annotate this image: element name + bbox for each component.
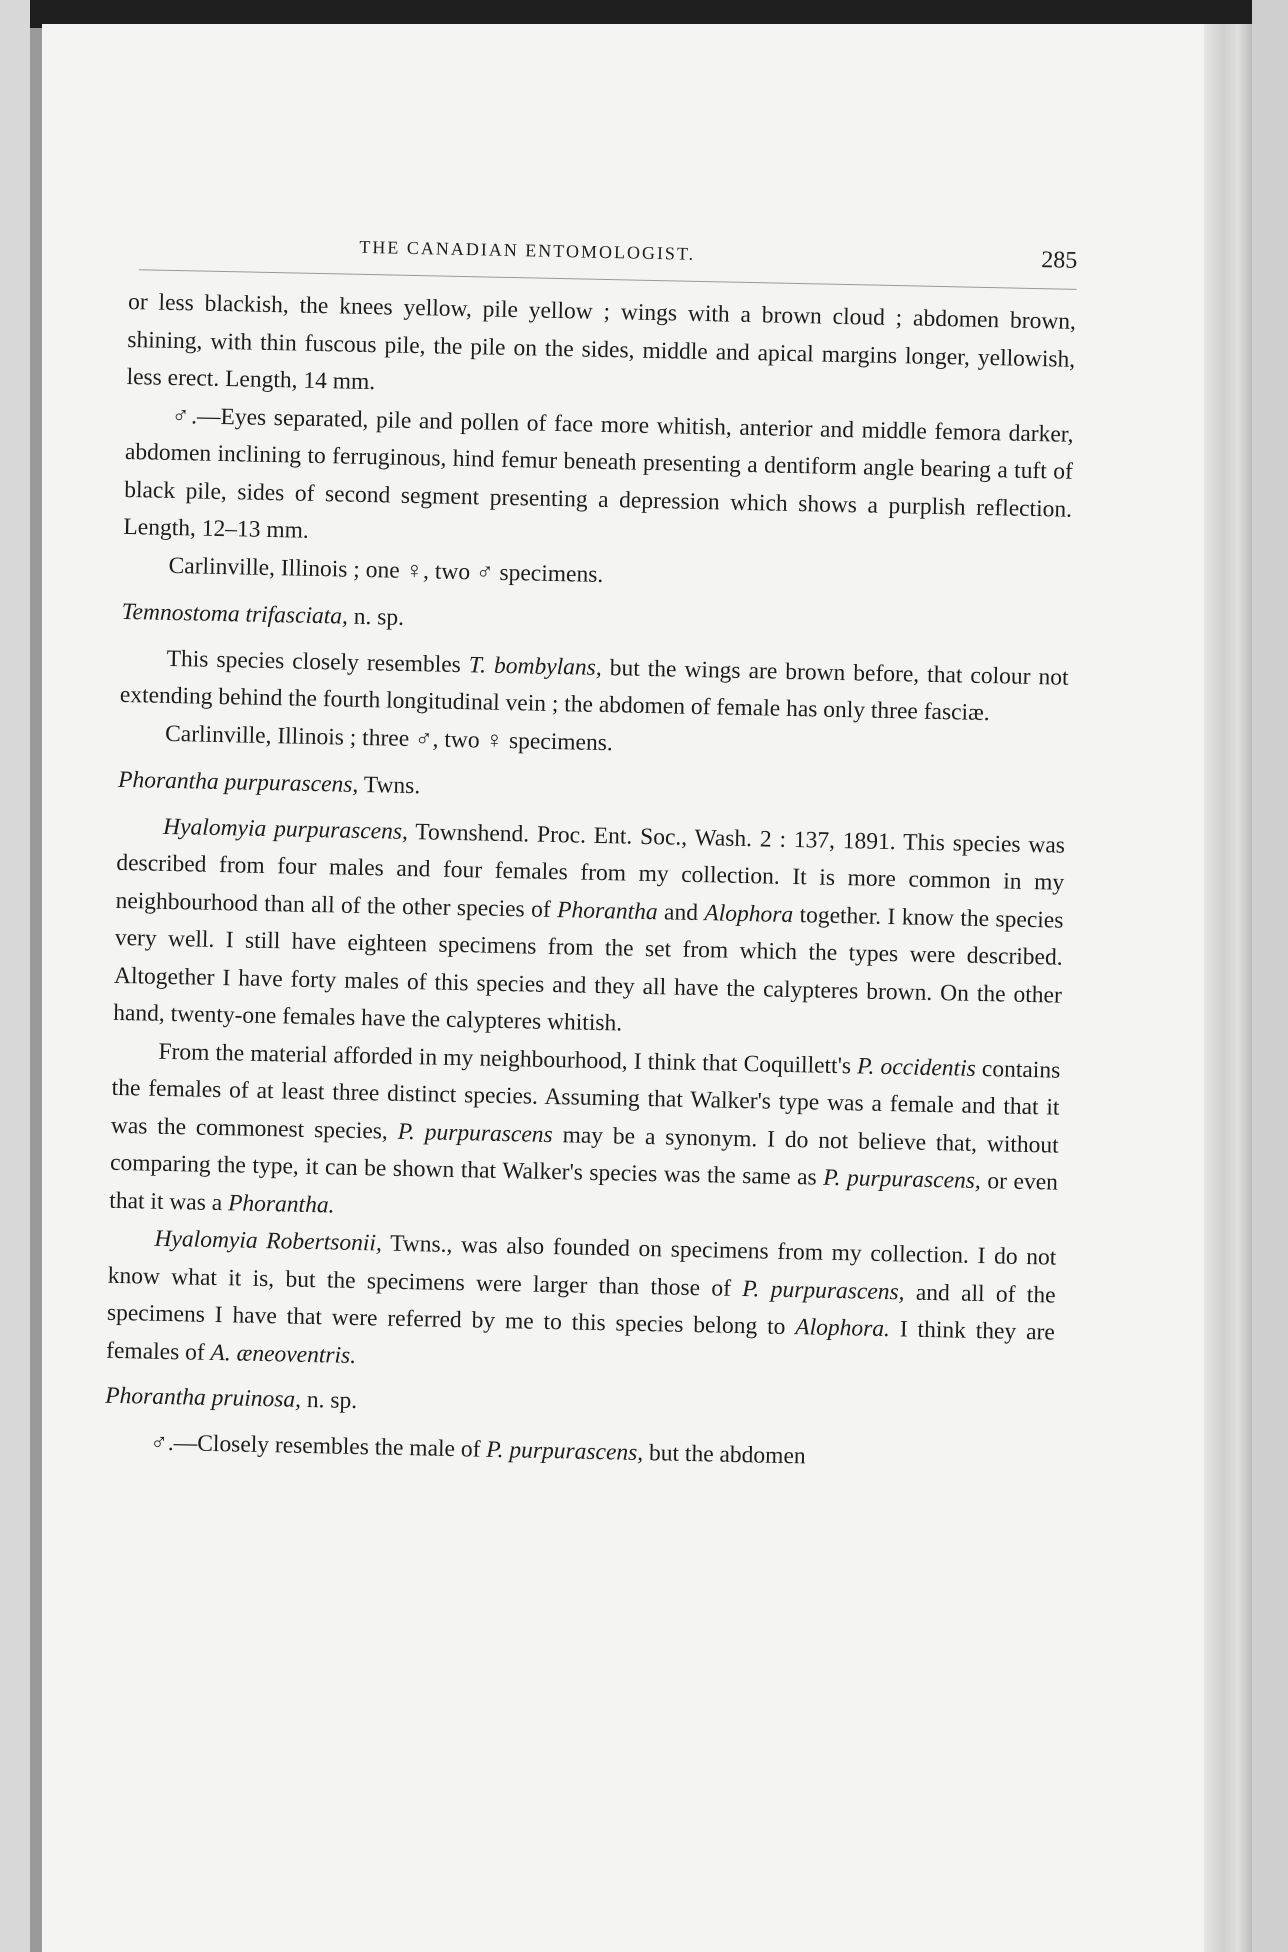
species-heading-temnostoma: Temnostoma trifasciata, n. sp. xyxy=(121,598,405,631)
running-head xyxy=(129,214,1078,290)
species-name: Temnostoma trifasciata, xyxy=(121,598,349,630)
paragraph-pruinosa: ♂.—Closely resembles the male of P. purpurascens, but the abdomen xyxy=(150,1429,806,1469)
paragraph-material: From the material afforded in my neighbourhood, I think that Coquillett's P. occidentis contains the females of at least three distinct species. Assuming that Walker's type was a female and that it was the commonest species, P. purpurascens may be a synonym. I do not believe that, without comparing the type, it can be shown that Walker's species was the same as P. purpurascens, or even that it was a Phorantha. xyxy=(109,1038,1061,1218)
paragraph-temnostoma: This species closely resembles T. bombylans, but the wings are brown before, that colour not extending behind the fourth longitudinal vein ; the abdomen of female has only three fasciæ. xyxy=(119,645,1069,727)
paragraph-continued-description: or less blackish, the knees yellow, pile yellow ; wings with a brown cloud ; abdomen brown, shining, with thin fuscous pile, the pile on the sides, middle and apical margins longer, yellowish, less erect. Length, 14 mm. xyxy=(126,288,1077,396)
page-number: 285 xyxy=(1040,247,1078,274)
paragraph-male-description: ♂.—Eyes separated, pile and pollen of face more whitish, anterior and middle femora darker, abdomen inclining to ferruginous, hind femur beneath presenting a dentiform angle bearing a tuft of black pile, sides of second segment presenting a depression which shows a purplish reflection. Length, 12–13 mm. xyxy=(123,402,1074,544)
paragraph-robertsonii: Hyalomyia Robertsonii, Twns., was also founded on specimens from my collection. I do not know what it is, but the specimens were larger than those of P. purpurascens, and all of the specimens I have that were referred by me to this species belong to Alophora. I think they are females of A. æneoventris. xyxy=(105,1225,1057,1369)
species-heading-phorantha-pruinosa: Phorantha pruinosa, n. sp. xyxy=(104,1382,358,1415)
scan-right-border xyxy=(1252,0,1288,1952)
species-name: Phorantha purpurascens, xyxy=(117,766,359,798)
page-edge xyxy=(1204,24,1252,1952)
scan-left-border xyxy=(0,0,30,1952)
paragraph-hyalomyia: Hyalomyia purpurascens, Townshend. Proc. Ent. Soc., Wash. 2 : 137, 1891. This species was described from four males and four females from my collection. It is more common in my neighbourhood than all of the other species of Phorantha and Alophora together. I know the species very well. I still have eighteen specimens from the set from which the types were described. Altogether I have forty males of this species and they all have the calypteres brown. On the other hand, twenty-one females have the calypteres whitish. xyxy=(112,813,1066,1037)
scan-binding-shadow xyxy=(30,28,42,1952)
paragraph-locality-2: Carlinville, Illinois ; three ♂, two ♀ specimens. xyxy=(164,720,614,756)
species-name: Phorantha pruinosa, xyxy=(104,1382,302,1413)
book-page xyxy=(42,24,1252,1952)
journal-title: THE CANADIAN ENTOMOLOGIST. xyxy=(359,236,696,264)
paragraph-locality-1: Carlinville, Illinois ; one ♀, two ♂ specimens. xyxy=(168,552,604,588)
species-heading-phorantha-purpurascens: Phorantha purpurascens, Twns. xyxy=(117,766,421,800)
page-content xyxy=(104,214,1078,1481)
